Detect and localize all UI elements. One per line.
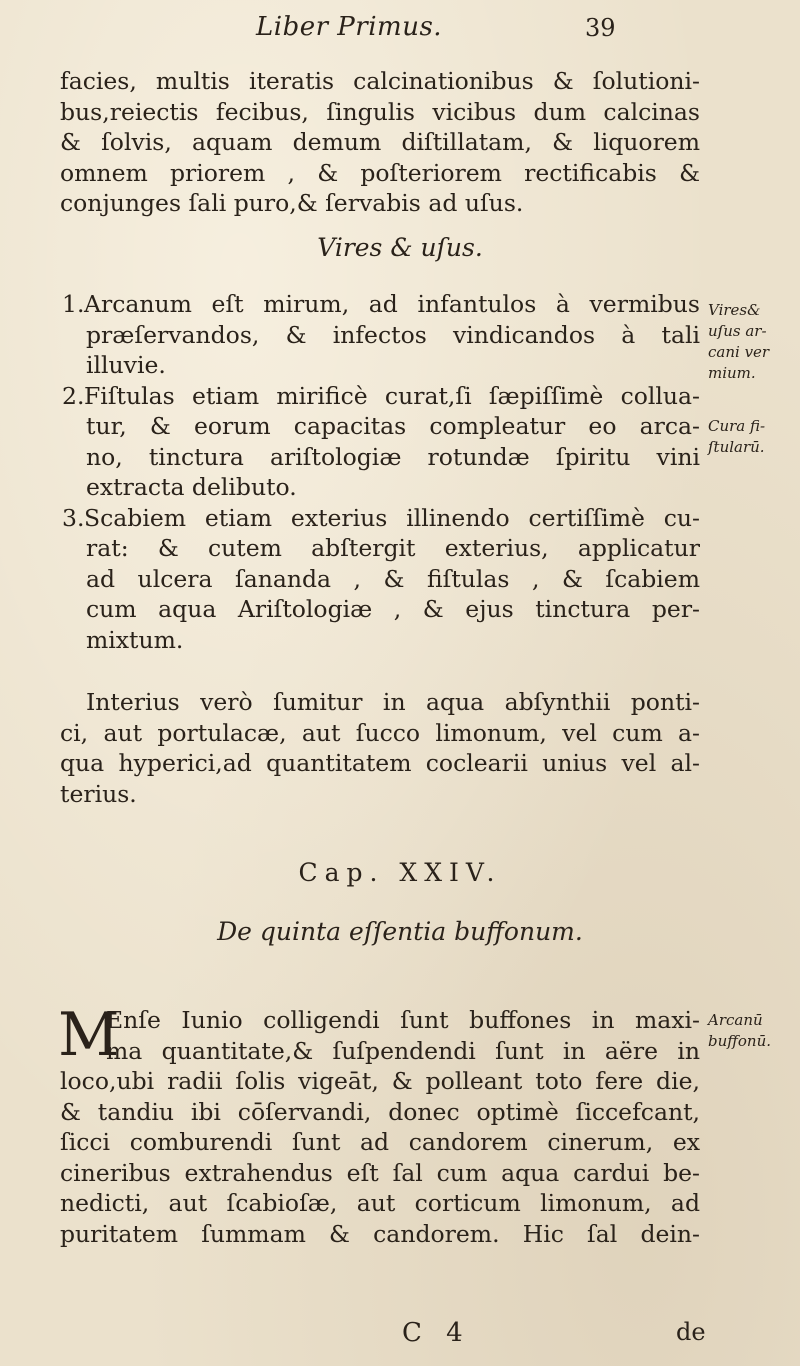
text-line: ad ulcera ſananda , & fiſtulas , & ſcabiem — [86, 564, 700, 593]
text-line: cineribus extrahendus eſt ſal cum aqua cardui be- — [60, 1158, 700, 1187]
margin-note-vires: Vires& uſus ar- cani ver mium. — [708, 301, 770, 382]
text-line: puritatem ſummam & candorem. Hic ſal dein- — [60, 1219, 700, 1248]
text-line: omnem priorem , & poſteriorem rectificabis & — [60, 158, 700, 187]
margin-note-arcanum: Arcanū buffonū. — [708, 1011, 772, 1050]
running-title: Liber Primus. — [256, 12, 443, 42]
text-line: conjunges ſali puro,& ſervabis ad uſus. — [60, 189, 524, 217]
chapter-body — [60, 1066, 700, 1249]
item-number: 3. — [62, 503, 85, 532]
section-title: Vires & uſus. — [317, 233, 483, 262]
text-line: bus,reiectis fecibus, ſingulis vicibus dum calcinas — [60, 97, 700, 126]
text-line: cum aqua Ariſtologiæ , & ejus tinctura per- — [86, 595, 700, 623]
text-line: præſervandos, & infectos vindicandos à tali — [86, 320, 700, 349]
text-line: nedicti, aut ſcabioſæ, aut corticum limonum, ad — [60, 1189, 700, 1217]
text-line: & tandiu ibi cōſervandi, donec optimè ſiccefcant, — [60, 1097, 700, 1126]
text-line: Enſe Iunio colligendi ſunt buffones in maxi- — [106, 1006, 700, 1034]
text-line: rat: & cutem abſtergit exterius, applicatur — [86, 534, 700, 562]
text-line: illuvie. — [86, 351, 166, 379]
catchword: de — [676, 1318, 706, 1346]
text-line: qua hyperici,ad quantitatem coclearii unius vel al- — [60, 749, 700, 777]
text-line: 2.Fiſtulas etiam mirificè curat,ſi ſæpiſſimè collua- — [62, 381, 700, 410]
text-line: mixtum. — [86, 625, 184, 654]
text-line: extracta delibuto. — [86, 473, 297, 501]
text-line: ma quantitate,& ſuſpendendi ſunt in aëre in — [106, 1036, 700, 1065]
item-number: 1. — [62, 290, 85, 318]
drop-cap: M — [58, 1000, 120, 1070]
text-line: 1.Arcanum eſt mirum, ad infantulos à vermibus — [62, 290, 700, 318]
item-number: 2. — [62, 381, 85, 410]
margin-note-cura: Cura fi- ſtularū. — [708, 417, 766, 456]
text-line: no, tinctura ariſtologiæ rotundæ ſpiritu vini — [86, 442, 700, 471]
running-header — [0, 6, 800, 46]
chapter-opening — [106, 1005, 700, 1066]
text-line: & ſolvis, aquam demum diſtillatam, & liquorem — [60, 128, 700, 156]
text-line: terius. — [60, 779, 137, 808]
numbered-items — [62, 289, 700, 655]
intro-paragraph — [60, 66, 700, 219]
text-line: ſicci comburendi ſunt ad candorem cinerum, ex — [60, 1128, 700, 1156]
text-line: tur, & eorum capacitas compleatur eo arca- — [86, 412, 700, 440]
interius-paragraph — [60, 687, 700, 809]
chapter-heading: Cap. XXIV. — [298, 858, 502, 887]
text-line: Interius verò ſumitur in aqua abſynthii ponti- — [86, 688, 700, 716]
text-line: facies, multis iteratis calcinationibus & ſolutioni- — [60, 67, 700, 95]
page-number: 39 — [585, 14, 616, 42]
text-line: 3.Scabiem etiam exterius illinendo certiſſimè cu- — [62, 503, 700, 532]
chapter-subtitle: De quinta eſſentia buffonum. — [217, 917, 583, 946]
text-line: loco,ubi radii ſolis vigeāt, & polleant toto fere die, — [60, 1067, 700, 1095]
text-line: ci, aut portulacæ, aut ſucco limonum, vel cum a- — [60, 718, 700, 747]
signature-mark: C 4 — [402, 1318, 471, 1348]
